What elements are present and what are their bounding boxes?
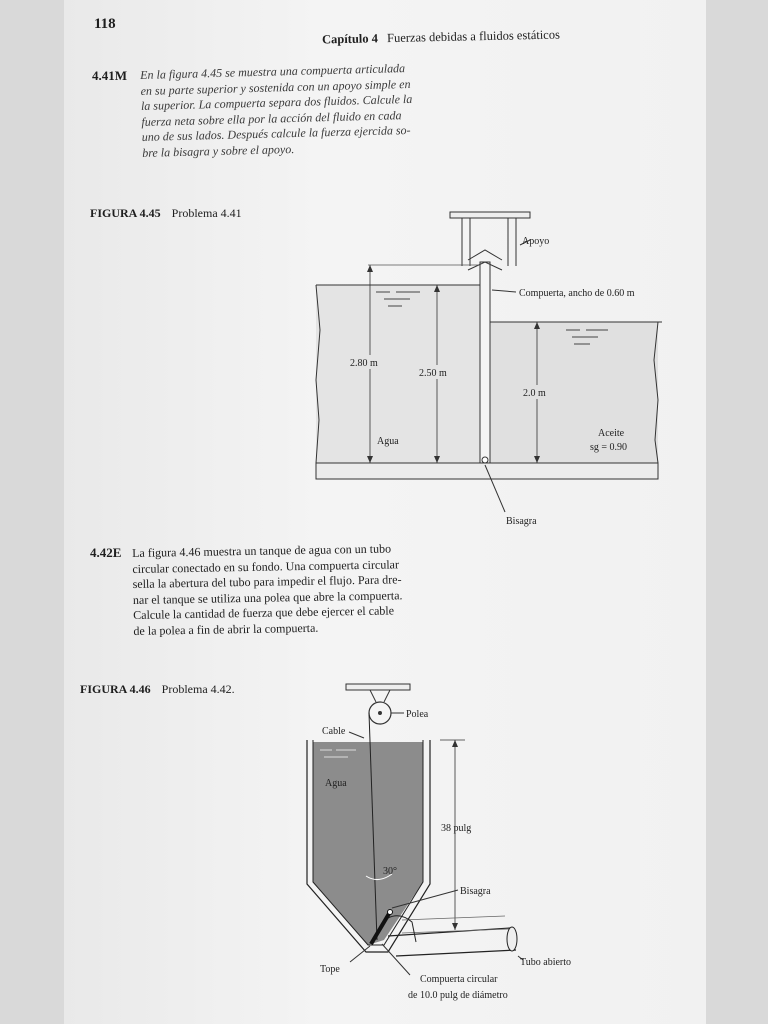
text-line: uno de sus lados. Después calcule la fuerza ejercida so- <box>141 122 411 144</box>
cable-label: Cable <box>322 726 346 737</box>
text-line: Calcule la cantidad de fuerza que debe ejercer el cable <box>133 603 395 622</box>
gate-label-line-1: Compuerta circular <box>420 974 498 985</box>
chapter-title: Fuerzas debidas a fluidos estáticos <box>386 27 561 46</box>
text-line: sella la abertura del tubo para impedir el flujo. Para dre- <box>132 572 402 591</box>
page-number: 118 <box>94 16 116 32</box>
chapter-label: Capítulo 4 <box>321 31 379 47</box>
text-line: fuerza neta sobre ella por la acción del fluido en cada <box>141 107 402 129</box>
text-line: circular conectado en su fondo. Una compuerta circular <box>132 556 400 576</box>
text-line: la superior. La compuerta separa dos fluidos. Calcule la <box>140 91 413 113</box>
agua-label: Agua <box>377 436 399 447</box>
pipe-open-end <box>507 927 517 951</box>
agua-label: Agua <box>325 778 347 789</box>
pulley-bracket <box>370 690 376 702</box>
figure-label: FIGURA 4.45 <box>90 206 161 220</box>
tank-water <box>313 742 423 945</box>
height-water-label: 2.80 m <box>350 358 378 369</box>
tubo-label: Tubo abierto <box>520 957 572 968</box>
height-oil-label: 2.0 m <box>523 388 546 399</box>
pulley-mount <box>346 684 410 690</box>
text-line: en su parte superior y sostenida con un apoyo simple en <box>140 76 411 98</box>
text-line: nar el tanque se utiliza una polea que abre la compuerta. <box>132 587 403 607</box>
gate-leader <box>382 944 410 975</box>
sg-label: sg = 0.90 <box>590 442 628 453</box>
tope-label: Tope <box>320 964 340 975</box>
apoyo-label: Apoyo <box>522 236 550 247</box>
bisagra-label: Bisagra <box>460 886 491 897</box>
compuerta-label: Compuerta, ancho de 0.60 m <box>519 288 635 299</box>
text-line: bre la bisagra y sobre el apoyo. <box>142 141 295 160</box>
depth-label: 38 pulg <box>441 823 472 834</box>
cable-leader <box>349 732 364 738</box>
bisagra-label: Bisagra <box>506 516 537 527</box>
polea-label: Polea <box>406 709 429 720</box>
pulley-axle <box>378 711 382 715</box>
problem-number-4-42: 4.42E <box>90 545 122 560</box>
tope-leader <box>350 946 370 962</box>
text-line: La figura 4.46 muestra un tanque de agua con un tubo <box>132 541 392 560</box>
problem-number-4-41: 4.41M <box>92 68 128 83</box>
figure-caption-text: Problema 4.42. <box>161 682 235 696</box>
height-gate-label: 2.50 m <box>419 368 447 379</box>
gate-label-line-2: de 10.0 pulg de diámetro <box>408 990 508 1001</box>
figure-label: FIGURA 4.46 <box>80 682 151 696</box>
figure-caption-text: Problema 4.41 <box>171 206 242 220</box>
hinge-pin <box>388 910 393 915</box>
aceite-label: Aceite <box>598 428 625 439</box>
pulley-bracket <box>384 690 390 702</box>
angle-label: 30° <box>383 866 397 877</box>
text-line: de la polea a fin de abrir la compuerta. <box>133 620 319 638</box>
pipe-outline <box>388 928 516 956</box>
text-line: En la figura 4.45 se muestra una compuerta articulada <box>140 61 406 82</box>
